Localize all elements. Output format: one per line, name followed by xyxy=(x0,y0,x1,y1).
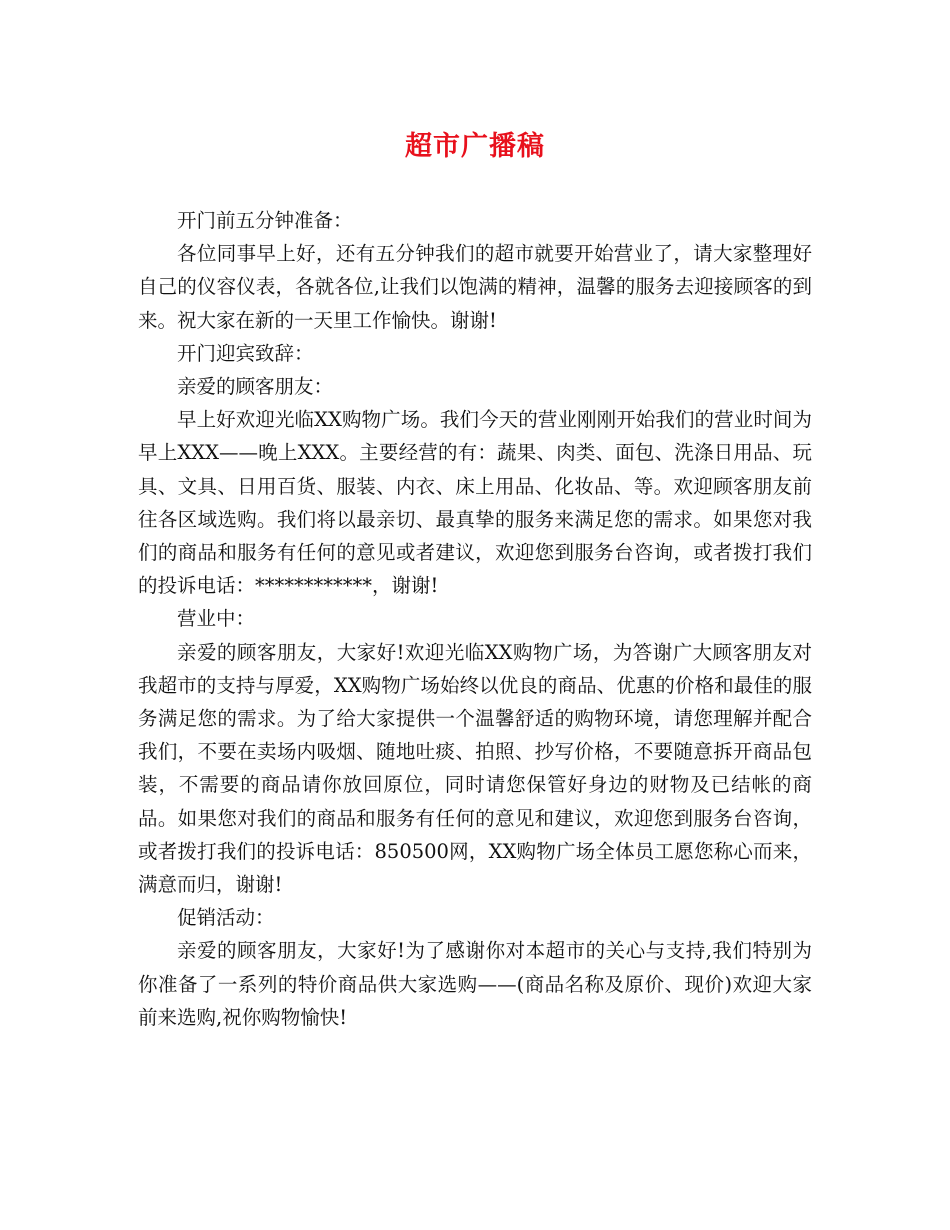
paragraph-staff-greeting: 各位同事早上好，还有五分钟我们的超市就要开始营业了，请大家整理好自己的仪容仪表，各就各位,让我们以饱满的精神，温馨的服务去迎接顾客的到来。祝大家在新的一天里工作愉快。谢谢! xyxy=(138,242,812,332)
salutation-customers: 亲爱的顾客朋友： xyxy=(177,375,334,399)
paragraph-welcome: 早上好欢迎光临XX购物广场。我们今天的营业刚刚开始我们的营业时间为早上XXX——晚上XXX。主要经营的有：蔬果、肉类、面包、洗涤日用品、玩具、文具、日用百货、服装、内衣、床上用品、化妆品、等。欢迎顾客朋友前往各区域选购。我们将以最亲切、最真挚的服务来满足您的需求。如果您对我们的商品和服务有任何的意见或者建议，欢迎您到服务台咨询，或者拨打我们的投诉电话：************，谢谢! xyxy=(138,408,812,598)
heading-promotion: 促销活动： xyxy=(177,906,275,930)
paragraph-promotion: 亲爱的顾客朋友，大家好!为了感谢你对本超市的关心与支持,我们特别为你准备了一系列的特价商品供大家选购——(商品名称及原价、现价)欢迎大家前来选购,祝你购物愉快! xyxy=(138,939,812,1029)
paragraph-business-notice: 亲爱的顾客朋友，大家好!欢迎光临XX购物广场，为答谢广大顾客朋友对我超市的支持与厚爱，XX购物广场始终以优良的商品、优惠的价格和最佳的服务满足您的需求。为了给大家提供一个温馨舒适的购物环境，请您理解并配合我们，不要在卖场内吸烟、随地吐痰、拍照、抄写价格，不要随意拆开商品包装，不需要的商品请你放回原位，同时请您保管好身边的财物及已结帐的商品。如果您对我们的商品和服务有任何的意见和建议，欢迎您到服务台咨询，或者拨打我们的投诉电话：850500网，XX购物广场全体员工愿您称心而来，满意而归，谢谢! xyxy=(138,640,812,897)
heading-during-business: 营业中： xyxy=(177,607,256,631)
heading-welcome-speech: 开门迎宾致辞： xyxy=(177,341,314,365)
document-title: 超市广播稿 xyxy=(405,131,545,162)
heading-before-opening: 开门前五分钟准备： xyxy=(177,209,353,232)
document-body xyxy=(138,204,812,1034)
